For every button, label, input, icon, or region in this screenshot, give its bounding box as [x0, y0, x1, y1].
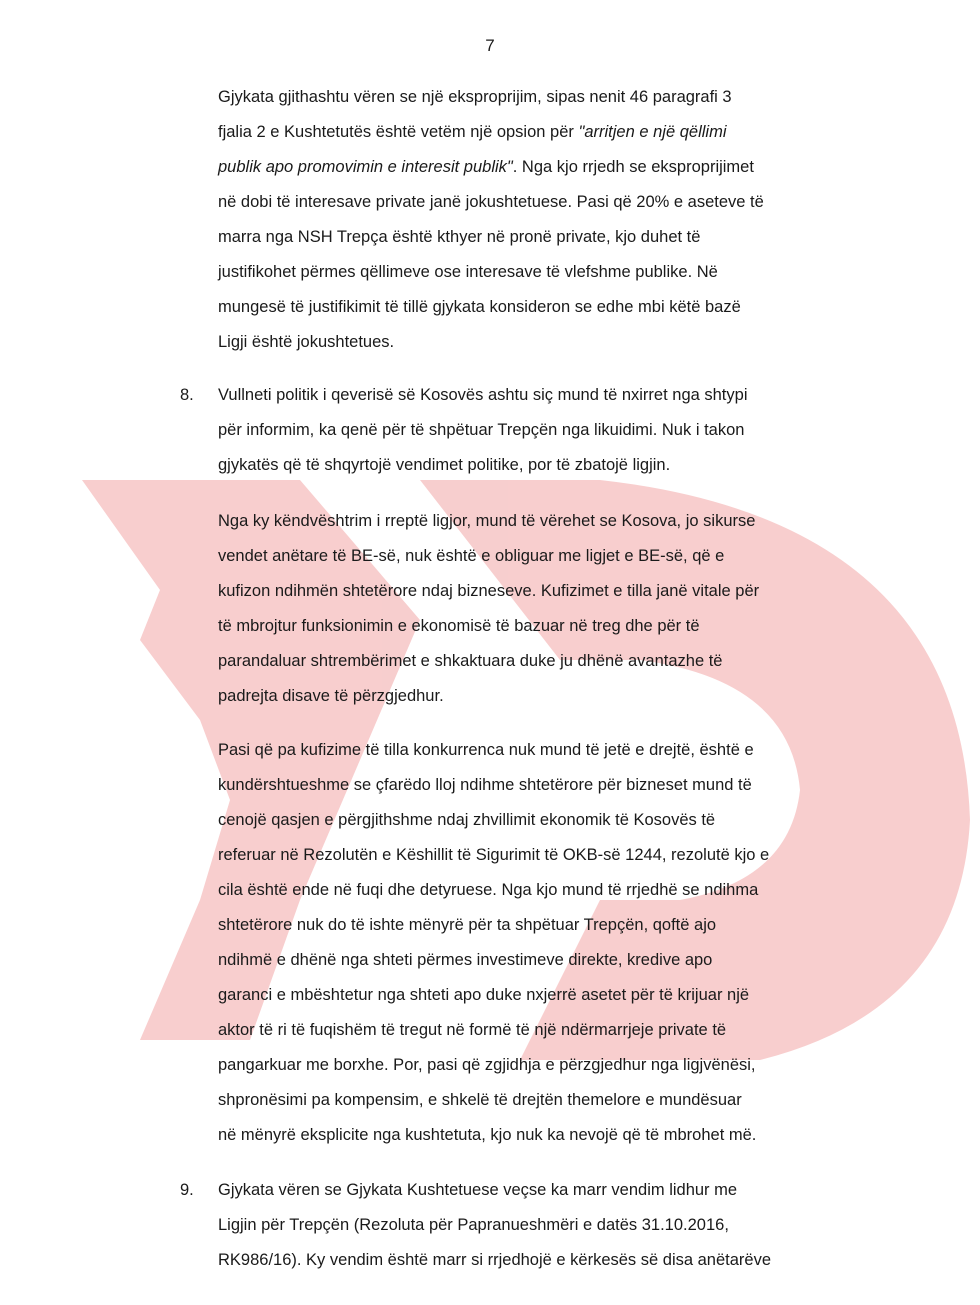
paragraph-line: vendet anëtare të BE-së, nuk është e obliguar me ligjet e BE-së, që e [218, 547, 725, 565]
paragraph-line: marra nga NSH Trepça është kthyer në pronë private, kjo duhet të [218, 228, 701, 246]
paragraph-line: në mënyrë eksplicite nga kushtetuta, kjo nuk ka nevojë që të mbrohet më. [218, 1126, 757, 1144]
paragraph-line: justifikohet përmes qëllimeve ose interesave të vlefshme publike. Në [218, 263, 718, 281]
paragraph-line: RK986/16). Ky vendim është marr si rrjedhojë e kërkesës së disa anëtarëve [218, 1251, 772, 1269]
paragraph-line: Vullneti politik i qeverisë së Kosovës ashtu siç mund të nxirret nga shtypi [218, 386, 748, 404]
paragraph-line: kundërshtueshme se çfarëdo lloj ndihme shtetërore për bizneset mund të [218, 776, 752, 794]
paragraph-line: cenojë qasjen e përgjithshme ndaj zhvillimit ekonomik të Kosovës të [218, 811, 716, 829]
paragraph-line: cila është ende në fuqi dhe detyruese. Nga kjo mund të rrjedhë se ndihma [218, 881, 759, 899]
italic-quote: publik apo promovimin e interesit publik" [218, 158, 513, 176]
paragraph-line: Pasi që pa kufizime të tilla konkurrenca nuk mund të jetë e drejtë, është e [218, 741, 754, 759]
paragraph-line: ndihmë e dhënë nga shteti përmes investimeve direkte, kredive apo [218, 951, 713, 969]
paragraph-line: Ligji është jokushtetues. [218, 333, 395, 351]
paragraph-line: parandaluar shtrembërimet e shkaktuara duke ju dhënë avantazhe të [218, 652, 723, 670]
paragraph-line: aktor të ri të fuqishëm të tregut në formë të një ndërmarrjeje private të [218, 1021, 727, 1039]
paragraph-line: Nga ky këndvështrim i rreptë ligjor, mund të vërehet se Kosova, jo sikurse [218, 512, 756, 530]
paragraph-line: padrejta disave të përzgjedhur. [218, 687, 444, 705]
paragraph-line: shpronësimi pa kompensim, e shkelë të drejtën themelore e mundësuar [218, 1091, 742, 1109]
paragraph-line: Ligjin për Trepçën (Rezoluta për Papranueshmëri e datës 31.10.2016, [218, 1216, 729, 1234]
paragraph-line: në dobi të interesave private janë jokushtetuese. Pasi që 20% e aseteve të [218, 193, 764, 211]
paragraph-line: Gjykata gjithashtu vëren se një eksproprijim, sipas nenit 46 paragrafi 3 [218, 88, 732, 106]
paragraph-line: të mbrojtur funksionimin e ekonomisë të bazuar në treg dhe për të [218, 617, 700, 635]
paragraph-line: shtetërore nuk do të ishte mënyrë për ta shpëtuar Trepçën, qoftë ajo [218, 916, 717, 934]
paragraph-line: referuar në Rezolutën e Këshillit të Sigurimit të OKB-së 1244, rezolutë kjo e [218, 846, 770, 864]
paragraph-number: 8. [180, 386, 194, 404]
paragraph-line: kufizon ndihmën shtetërore ndaj bizneseve. Kufizimet e tilla janë vitale për [218, 582, 760, 600]
paragraph-line: Gjykata vëren se Gjykata Kushtetuese veçse ka marr vendim lidhur me [218, 1181, 738, 1199]
paragraph-line: publik apo promovimin e interesit publik". Nga kjo rrjedh se eksproprijimet [218, 158, 754, 176]
italic-quote: "arritjen e një qëllimi [578, 123, 727, 141]
page-number: 7 [485, 36, 495, 55]
paragraph-line: gjykatës që të shqyrtojë vendimet politike, por të zbatojë ligjin. [218, 456, 671, 474]
paragraph-number: 9. [180, 1181, 194, 1199]
paragraph-line: fjalia 2 e Kushtetutës është vetëm një opsion për "arritjen e një qëllimi [218, 123, 727, 141]
paragraph-line: mungesë të justifikimit të tillë gjykata konsideron se edhe mbi këtë bazë [218, 298, 741, 316]
paragraph-line: pangarkuar me borxhe. Por, pasi që zgjidhja e përzgjedhur nga ligjvënësi, [218, 1056, 756, 1074]
paragraph-line: garanci e mbështetur nga shteti apo duke nxjerrë asetet për të krijuar një [218, 986, 750, 1004]
paragraph-line: për informim, ka qenë për të shpëtuar Trepçën nga likuidimi. Nuk i takon [218, 421, 745, 439]
